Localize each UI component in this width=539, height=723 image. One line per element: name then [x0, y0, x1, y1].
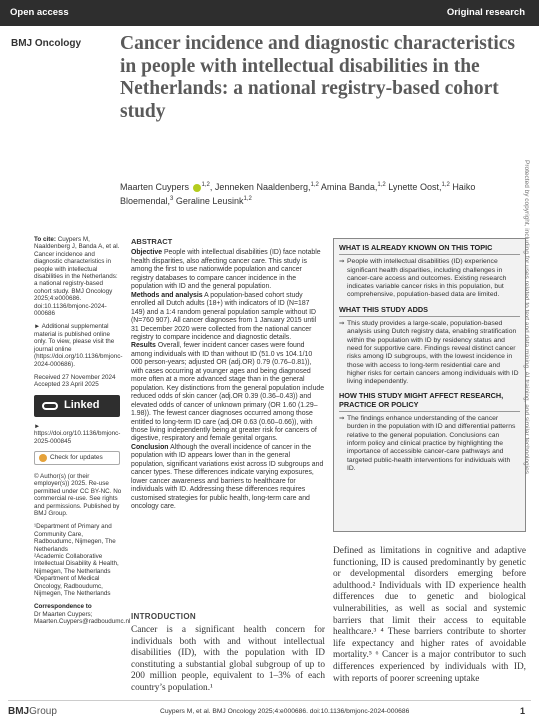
footer-citation: Cuypers M, et al. BMJ Oncology 2025;4:e000686. doi:10.1136/bmjonc-2024-000686 — [160, 708, 410, 715]
body-text-right: Defined as limitations in cognitive and adaptive functioning, ID is caused predominantly by genetic or developmental disorders emerging before adulthood.² Individuals with ID experience health differences due to genetic and biological vulnerabilities, as well as social and systemic barriers that limit their access to equitable healthcare.³ ⁴ These barriers contribute to shorter life expectancy and higher rates of avoidable mortality.⁵ ⁶ Cancer is a major contributor to such differences experienced by individuals with ID, with reports of poorer screening uptake — [333, 546, 526, 684]
copyright-vertical-note: Protected by copyright, including for uses related to text and data mining, AI training, and similar technologies. — [523, 160, 530, 476]
abstract-conclusion: Conclusion Although the overall incidence of cancer in the population with ID appears lower than in the general population, significant variations exist across ID subgroups and cancer types. These differences indicate varying exposures, lower cancer awareness and barriers to healthcare for individuals with ID. Addressing these differences requires customised strategies for public health, long-term care and oncology care. — [131, 443, 324, 511]
footer-rule — [8, 700, 531, 701]
box-heading: WHAT IS ALREADY KNOWN ON THIS TOPIC — [339, 244, 520, 255]
box-item: ⇒ The findings enhance understanding of the cancer burden in the population with ID and differential patterns relative to the general population. Conclusions can inform policy and clinical practice by highlighting the importance of accessible cancer-care pathways and targeted public-health interventions for individuals with ID. — [339, 415, 520, 473]
correspondence: Correspondence to Dr Maarten Cuypers; Maarten.Cuypers@radboudumc.nl — [34, 603, 131, 626]
introduction-heading: INTRODUCTION — [131, 612, 196, 621]
correspondence-contact[interactable]: Dr Maarten Cuypers; Maarten.Cuypers@radboudumc.nl — [34, 610, 131, 626]
check-for-updates-button[interactable]: Check for updates — [34, 451, 120, 465]
orcid-icon[interactable] — [193, 184, 201, 192]
linked-banner[interactable]: Linked — [34, 395, 120, 417]
box-heading: WHAT THIS STUDY ADDS — [339, 306, 520, 317]
update-icon — [39, 454, 47, 462]
author-list: Maarten Cuypers $^{1,2}$, Jenneken Naaldenberg,$^{1,2}$ Amina Banda,$^{1,2}$ Lynette Oost,$^{1,2}$ Haiko Bloemendal,$^3$ Geraline Leusink$^{1,2}$ — [120, 182, 476, 206]
abstract-objective: Objective People with intellectual disabilities (ID) face notable health disparities, also affecting cancer care. This study is among the first to use nationwide population and cancer registry databases to compare cancer incidence in the population with ID and the general population. — [131, 249, 321, 291]
author-name[interactable]: Amina Banda, — [320, 182, 378, 192]
box-heading: HOW THIS STUDY MIGHT AFFECT RESEARCH, PRACTICE OR POLICY — [339, 392, 520, 412]
author-name[interactable]: Geraline Leusink — [175, 196, 244, 206]
article-sidebar — [34, 236, 131, 632]
bmj-group-logo: BMJGroup — [8, 706, 57, 717]
top-banner — [0, 0, 539, 26]
linked-reference[interactable]: ► https://doi.org/10.1136/bmjonc-2025-000845 — [34, 422, 121, 445]
box-item: ⇒ People with intellectual disabilities (ID) experience significant health disparities, including challenges in cancer-care access and outcomes. Existing research indicates variable cancer risks in this population, but comprehensive, population-based data are limited. — [339, 258, 520, 299]
author-name[interactable]: Lynette Oost, — [388, 182, 442, 192]
abstract — [131, 238, 325, 512]
author-name[interactable]: Maarten Cuypers — [120, 182, 190, 192]
abstract-methods: Methods and analysis A population-based cohort study enrolled all Dutch adults (18+) with indicators of ID (N=187 149) and a 1:4 random general population sample without ID (N=760 907). All cancer diagnoses from 1 January 2015 until 31 December 2020 were collected from the national cancer registry to compare incidence and diagnostic details. — [131, 291, 317, 341]
supplement-note[interactable]: ► Additional supplemental material is published online only. To view, please visit the journal online (https://doi.org/10.1136/bmjonc-2024-000686). — [34, 323, 123, 368]
citation-block: To cite: Cuypers M, Naaldenberg J, Banda A, et al. Cancer incidence and diagnostic characteristics in people with intellectual disabilities in the Netherlands: a national registry-based cohort study. BMJ Oncology 2025;4:e000686. doi:10.1136/bmjonc-2024-000686 — [34, 236, 120, 318]
abstract-results: Results Overall, fewer incident cancer cases were found among individuals with ID than without ID (51.0 vs 104.1/10 000 person-years; adjusted OR (adj.OR) 0.79 (0.76–0.81)), with cases occurring at younger ages and being diagnosed more often at a more advanced stage than in the general population. Key distinctions from the general population include reduced odds of skin cancer (adj.OR 0.39 (0.36–0.43)) and elevated odds of cancer of unknown primary (OR 1.60 (1.29–1.98)). The fewest cancer diagnoses occurred among those entitled to long-term ID care (adj.OR 0.63 (0.60–0.66)), with those living independently being at greater risk for cancers of digestive, respiratory and female genital organs. — [131, 342, 325, 443]
author-name[interactable]: Haiko Bloemendal, — [120, 182, 476, 206]
page-footer — [0, 700, 539, 723]
copyright-note: © Author(s) (or their employer(s)) 2025. Re-use permitted under CC BY-NC. No commercial re-use. See rights and permissions. Published by BMJ Group. — [34, 472, 122, 517]
affiliations: ¹Department of Primary and Community Care, Radboudumc, Nijmegen, The Netherlands ²Academic Collaborative Intellectual Disability & Health, Nijmegen, The Netherlands ³Department of Medical Oncology, Radboudumc, Nijmegen, The Netherlands — [34, 523, 119, 598]
article-title: Cancer incidence and diagnostic characteristics in people with intellectual disabilities in the Netherlands: a national registry-based cohort study — [120, 33, 516, 122]
received-date: Received 27 November 2024 — [34, 373, 116, 381]
box-item: ⇒ This study provides a large-scale, population-based analysis using Dutch registry data, enabling stratification within the population with ID by residency status and need for supportive care. Findings reveal distinct cancer risks among ID subgroups, with the lowest incidence in those with access to long-term residential care and higher risks for certain cancers among individuals with ID living independently. — [339, 320, 520, 386]
key-messages-box — [333, 238, 526, 532]
author-name[interactable]: Jenneken Naaldenberg, — [214, 182, 311, 192]
abstract-heading: ABSTRACT — [131, 237, 173, 246]
link-icon — [42, 402, 58, 410]
journal-name: BMJ Oncology — [11, 38, 82, 49]
accepted-date: Accepted 23 April 2025 — [34, 381, 99, 389]
open-access-label: Open access — [10, 7, 69, 18]
article-type-label: Original research — [446, 7, 525, 18]
introduction-text: Cancer is a significant health concern for individuals both with and without intellectual disabilities (ID), with the population with ID constituting a substantial global subgroup of up to 200 million people, equivalent to 1–3% of each country’s population.¹ — [131, 625, 325, 693]
page-number: 1 — [519, 706, 525, 716]
